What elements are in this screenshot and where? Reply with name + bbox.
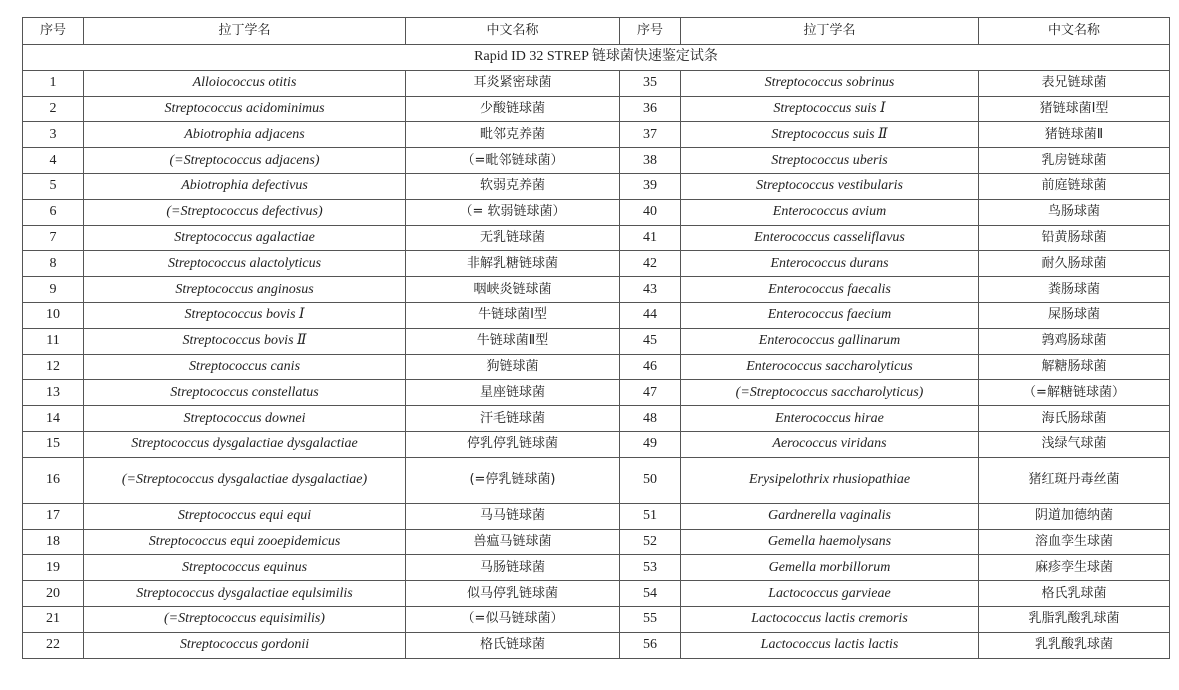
table-row xyxy=(23,529,1170,555)
chinese-name-cell: 麻疹孪生球菌 xyxy=(979,555,1170,581)
serial-cell: 18 xyxy=(23,529,84,555)
serial-cell: 21 xyxy=(23,606,84,632)
table-row xyxy=(23,406,1170,432)
chinese-name-cell: 非解乳糖链球菌 xyxy=(406,251,620,277)
chinese-name-cell: （= 软弱链球菌） xyxy=(406,199,620,225)
header-row xyxy=(23,18,1170,45)
table-row xyxy=(23,457,1170,503)
table-row xyxy=(23,148,1170,174)
serial-cell: 52 xyxy=(620,529,681,555)
latin-name-cell: Streptococcus gordonii xyxy=(84,632,406,658)
latin-name-cell: Streptococcus downei xyxy=(84,406,406,432)
table-row xyxy=(23,328,1170,354)
chinese-name-cell: 解糖肠球菌 xyxy=(979,354,1170,380)
table-row xyxy=(23,380,1170,406)
table-row xyxy=(23,555,1170,581)
latin-name-cell: Enterococcus saccharolyticus xyxy=(681,354,979,380)
table-row xyxy=(23,632,1170,658)
latin-name-cell: Streptococcus uberis xyxy=(681,148,979,174)
latin-name-cell: Streptococcus alactolyticus xyxy=(84,251,406,277)
latin-name-cell: Enterococcus faecium xyxy=(681,302,979,328)
latin-name-cell: Enterococcus casseliflavus xyxy=(681,225,979,251)
chinese-name-cell: 浅绿气球菌 xyxy=(979,431,1170,457)
latin-name-cell: Erysipelothrix rhusiopathiae xyxy=(681,457,979,503)
section-title: Rapid ID 32 STREP 链球菌快速鉴定试条 xyxy=(23,45,1170,71)
latin-name-cell: Enterococcus durans xyxy=(681,251,979,277)
latin-name-cell: Streptococcus anginosus xyxy=(84,277,406,303)
serial-cell: 46 xyxy=(620,354,681,380)
latin-name-cell: Streptococcus acidominimus xyxy=(84,96,406,122)
serial-cell: 41 xyxy=(620,225,681,251)
latin-name-cell: Enterococcus faecalis xyxy=(681,277,979,303)
chinese-name-cell: 猪链球菌Ⅱ xyxy=(979,122,1170,148)
chinese-name-cell: 表兄链球菌 xyxy=(979,70,1170,96)
latin-name-cell: (=Streptococcus defectivus) xyxy=(84,199,406,225)
chinese-name-cell: 乳房链球菌 xyxy=(979,148,1170,174)
latin-name-cell: Streptococcus sobrinus xyxy=(681,70,979,96)
latin-name-cell: Streptococcus constellatus xyxy=(84,380,406,406)
latin-name-cell: Streptococcus canis xyxy=(84,354,406,380)
table-row xyxy=(23,277,1170,303)
header-latin-2: 拉丁学名 xyxy=(681,18,979,45)
chinese-name-cell: 阴道加德纳菌 xyxy=(979,503,1170,529)
latin-name-cell: Enterococcus gallinarum xyxy=(681,328,979,354)
latin-name-cell: Streptococcus suis Ⅱ xyxy=(681,122,979,148)
serial-cell: 54 xyxy=(620,581,681,607)
serial-cell: 17 xyxy=(23,503,84,529)
chinese-name-cell: 铅黄肠球菌 xyxy=(979,225,1170,251)
serial-cell: 22 xyxy=(23,632,84,658)
chinese-name-cell: 少酸链球菌 xyxy=(406,96,620,122)
serial-cell: 37 xyxy=(620,122,681,148)
serial-cell: 35 xyxy=(620,70,681,96)
chinese-name-cell: 溶血孪生球菌 xyxy=(979,529,1170,555)
latin-name-cell: Lactococcus garvieae xyxy=(681,581,979,607)
chinese-name-cell: 粪肠球菌 xyxy=(979,277,1170,303)
table-row xyxy=(23,225,1170,251)
chinese-name-cell: 牛链球菌Ⅱ型 xyxy=(406,328,620,354)
chinese-name-cell: 格氏链球菌 xyxy=(406,632,620,658)
chinese-name-cell: 软弱克养菌 xyxy=(406,173,620,199)
chinese-name-cell: 猪红斑丹毒丝菌 xyxy=(979,457,1170,503)
header-latin-1: 拉丁学名 xyxy=(84,18,406,45)
latin-name-cell: Gemella morbillorum xyxy=(681,555,979,581)
serial-cell: 45 xyxy=(620,328,681,354)
latin-name-cell: Streptococcus equi equi xyxy=(84,503,406,529)
chinese-name-cell: 乳乳酸乳球菌 xyxy=(979,632,1170,658)
serial-cell: 4 xyxy=(23,148,84,174)
serial-cell: 48 xyxy=(620,406,681,432)
latin-name-cell: Aerococcus viridans xyxy=(681,431,979,457)
latin-name-cell: (=Streptococcus saccharolyticus) xyxy=(681,380,979,406)
chinese-name-cell: 猪链球菌Ⅰ型 xyxy=(979,96,1170,122)
serial-cell: 42 xyxy=(620,251,681,277)
serial-cell: 3 xyxy=(23,122,84,148)
species-table xyxy=(22,17,1170,659)
latin-name-cell: Streptococcus dysgalactiae dysgalactiae xyxy=(84,431,406,457)
chinese-name-cell: （=毗邻链球菌） xyxy=(406,148,620,174)
header-serial-1: 序号 xyxy=(23,18,84,45)
serial-cell: 14 xyxy=(23,406,84,432)
table-row xyxy=(23,431,1170,457)
chinese-name-cell: 汗毛链球菌 xyxy=(406,406,620,432)
chinese-name-cell: 马马链球菌 xyxy=(406,503,620,529)
latin-name-cell: Abiotrophia adjacens xyxy=(84,122,406,148)
serial-cell: 38 xyxy=(620,148,681,174)
chinese-name-cell: 马肠链球菌 xyxy=(406,555,620,581)
serial-cell: 20 xyxy=(23,581,84,607)
latin-name-cell: Streptococcus suis Ⅰ xyxy=(681,96,979,122)
latin-name-cell: Gardnerella vaginalis xyxy=(681,503,979,529)
chinese-name-cell: 耳炎紧密球菌 xyxy=(406,70,620,96)
serial-cell: 40 xyxy=(620,199,681,225)
chinese-name-cell: (=停乳链球菌) xyxy=(406,457,620,503)
serial-cell: 39 xyxy=(620,173,681,199)
serial-cell: 51 xyxy=(620,503,681,529)
latin-name-cell: (=Streptococcus dysgalactiae dysgalactiae) xyxy=(84,457,406,503)
table-row xyxy=(23,606,1170,632)
chinese-name-cell: 牛链球菌Ⅰ型 xyxy=(406,302,620,328)
serial-cell: 50 xyxy=(620,457,681,503)
chinese-name-cell: 似马停乳链球菌 xyxy=(406,581,620,607)
latin-name-cell: Enterococcus hirae xyxy=(681,406,979,432)
serial-cell: 19 xyxy=(23,555,84,581)
table-row xyxy=(23,354,1170,380)
chinese-name-cell: 停乳停乳链球菌 xyxy=(406,431,620,457)
serial-cell: 43 xyxy=(620,277,681,303)
latin-name-cell: Alloiococcus otitis xyxy=(84,70,406,96)
chinese-name-cell: 狗链球菌 xyxy=(406,354,620,380)
serial-cell: 16 xyxy=(23,457,84,503)
table-row xyxy=(23,173,1170,199)
chinese-name-cell: 格氏乳球菌 xyxy=(979,581,1170,607)
serial-cell: 2 xyxy=(23,96,84,122)
serial-cell: 44 xyxy=(620,302,681,328)
header-chinese-1: 中文名称 xyxy=(406,18,620,45)
serial-cell: 49 xyxy=(620,431,681,457)
chinese-name-cell: （=解糖链球菌） xyxy=(979,380,1170,406)
latin-name-cell: Streptococcus agalactiae xyxy=(84,225,406,251)
table-row xyxy=(23,96,1170,122)
chinese-name-cell: （=似马链球菌） xyxy=(406,606,620,632)
latin-name-cell: (=Streptococcus equisimilis) xyxy=(84,606,406,632)
serial-cell: 55 xyxy=(620,606,681,632)
chinese-name-cell: 乳脂乳酸乳球菌 xyxy=(979,606,1170,632)
latin-name-cell: Abiotrophia defectivus xyxy=(84,173,406,199)
header-serial-2: 序号 xyxy=(620,18,681,45)
chinese-name-cell: 海氏肠球菌 xyxy=(979,406,1170,432)
serial-cell: 7 xyxy=(23,225,84,251)
chinese-name-cell: 鹑鸡肠球菌 xyxy=(979,328,1170,354)
latin-name-cell: Lactococcus lactis cremoris xyxy=(681,606,979,632)
table-row xyxy=(23,581,1170,607)
serial-cell: 47 xyxy=(620,380,681,406)
chinese-name-cell: 前庭链球菌 xyxy=(979,173,1170,199)
chinese-name-cell: 屎肠球菌 xyxy=(979,302,1170,328)
serial-cell: 5 xyxy=(23,173,84,199)
chinese-name-cell: 鸟肠球菌 xyxy=(979,199,1170,225)
latin-name-cell: Enterococcus avium xyxy=(681,199,979,225)
chinese-name-cell: 兽瘟马链球菌 xyxy=(406,529,620,555)
latin-name-cell: (=Streptococcus adjacens) xyxy=(84,148,406,174)
serial-cell: 13 xyxy=(23,380,84,406)
table-row xyxy=(23,503,1170,529)
latin-name-cell: Streptococcus bovis Ⅱ xyxy=(84,328,406,354)
latin-name-cell: Gemella haemolysans xyxy=(681,529,979,555)
serial-cell: 56 xyxy=(620,632,681,658)
chinese-name-cell: 毗邻克养菌 xyxy=(406,122,620,148)
serial-cell: 1 xyxy=(23,70,84,96)
serial-cell: 11 xyxy=(23,328,84,354)
latin-name-cell: Lactococcus lactis lactis xyxy=(681,632,979,658)
chinese-name-cell: 星座链球菌 xyxy=(406,380,620,406)
serial-cell: 6 xyxy=(23,199,84,225)
chinese-name-cell: 咽峡炎链球菌 xyxy=(406,277,620,303)
section-row xyxy=(23,45,1170,71)
serial-cell: 12 xyxy=(23,354,84,380)
header-chinese-2: 中文名称 xyxy=(979,18,1170,45)
latin-name-cell: Streptococcus dysgalactiae equlsimilis xyxy=(84,581,406,607)
latin-name-cell: Streptococcus equi zooepidemicus xyxy=(84,529,406,555)
chinese-name-cell: 耐久肠球菌 xyxy=(979,251,1170,277)
serial-cell: 36 xyxy=(620,96,681,122)
table-row xyxy=(23,122,1170,148)
table-row xyxy=(23,70,1170,96)
table-row xyxy=(23,302,1170,328)
serial-cell: 53 xyxy=(620,555,681,581)
document-page xyxy=(22,17,1169,659)
latin-name-cell: Streptococcus bovis Ⅰ xyxy=(84,302,406,328)
serial-cell: 10 xyxy=(23,302,84,328)
serial-cell: 8 xyxy=(23,251,84,277)
serial-cell: 9 xyxy=(23,277,84,303)
latin-name-cell: Streptococcus vestibularis xyxy=(681,173,979,199)
table-row xyxy=(23,251,1170,277)
latin-name-cell: Streptococcus equinus xyxy=(84,555,406,581)
serial-cell: 15 xyxy=(23,431,84,457)
chinese-name-cell: 无乳链球菌 xyxy=(406,225,620,251)
table-row xyxy=(23,199,1170,225)
